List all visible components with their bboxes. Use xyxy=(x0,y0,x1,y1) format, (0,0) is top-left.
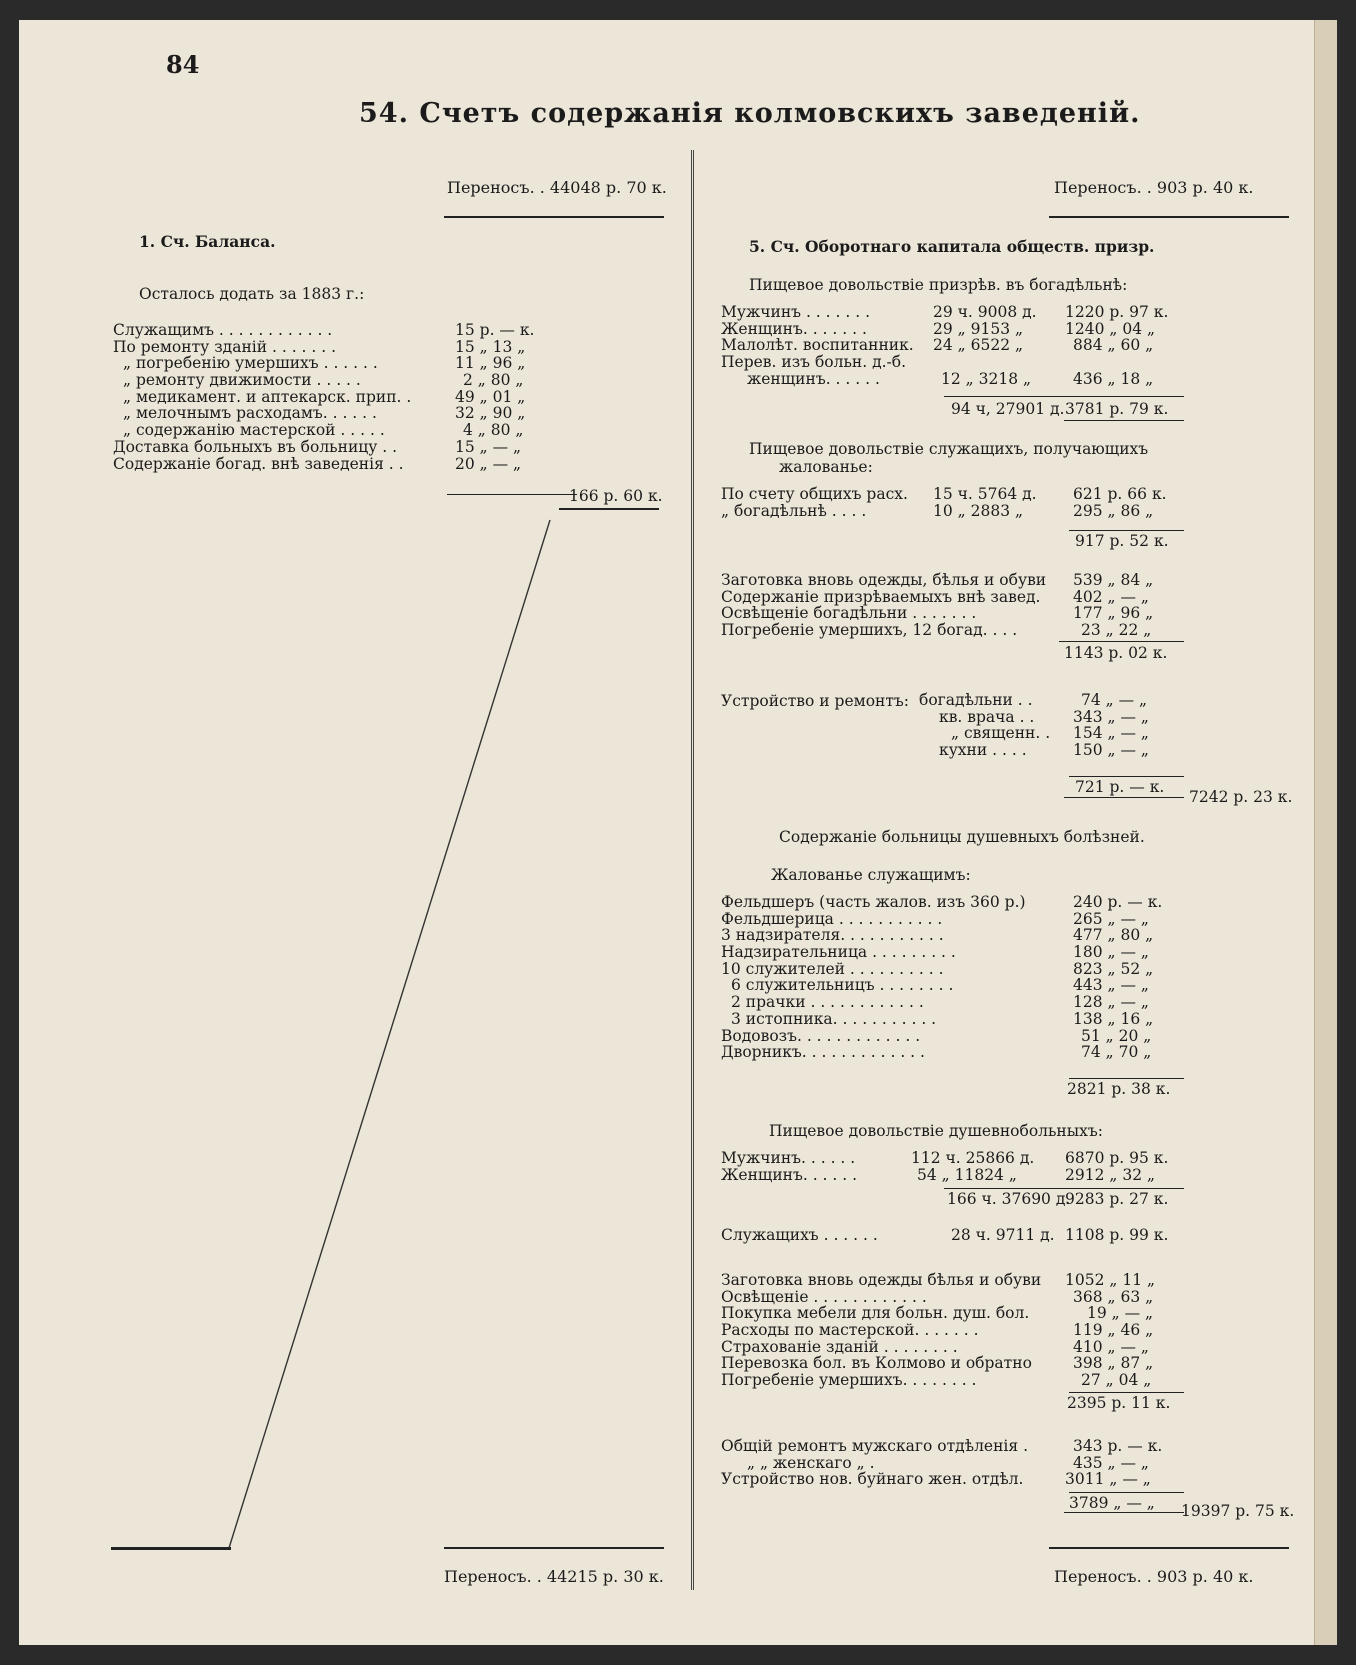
row-amount: 180 „ — „ xyxy=(1073,943,1149,962)
row-amount: 410 „ — „ xyxy=(1073,1337,1149,1356)
repair-row xyxy=(919,692,1199,709)
item-amount: 4 „ 80 „ xyxy=(463,421,524,440)
row-label: Освѣщеніе . . . . . . . . . . . . xyxy=(721,1287,927,1306)
row-amount: 1108 р. 99 к. xyxy=(1065,1226,1169,1244)
right-carry-top: Переносъ. . 903 р. 40 к. xyxy=(1054,178,1254,197)
row-label: Перев. изъ больн. д.-б. xyxy=(721,353,907,372)
row-label: Расходы по мастерской. . . . . . . xyxy=(721,1321,979,1340)
row-label: Содержаніе призрѣваемыхъ внѣ завед. xyxy=(721,587,1041,606)
food-header: Пищевое довольствіе призрѣв. въ богадѣльнѣ: xyxy=(749,276,1128,294)
salary-row xyxy=(721,911,1201,928)
hosp-misc-total: 2395 р. 11 к. xyxy=(1067,1394,1171,1412)
row-days: 112 ч. 25866 д. xyxy=(911,1149,1035,1167)
hosp-misc-rule xyxy=(1069,1392,1184,1393)
staff-food-header-2: жалованье: xyxy=(779,458,873,476)
right-section-title: 5. Сч. Оборотнаго капитала обществ. призр. xyxy=(749,237,1155,256)
row-amount: 436 „ 18 „ xyxy=(1073,369,1154,388)
general-row xyxy=(721,1438,1201,1455)
staff-food-header-1: Пищевое довольствіе служащихъ, получающихъ xyxy=(749,440,1149,458)
left-subtitle: Осталось додать за 1883 г.: xyxy=(139,285,365,303)
row-label: Фельдшеръ (часть жалов. изъ 360 р.) xyxy=(721,893,1026,911)
food-total-days: 94 ч, 27901 д. xyxy=(951,400,1065,418)
row-amount: 177 „ 96 „ xyxy=(1073,604,1154,623)
row-amount: 823 „ 52 „ xyxy=(1073,959,1154,978)
item-label: Служащимъ . . . . . . . . . . . . xyxy=(113,321,333,339)
item-amount: 49 „ 01 „ xyxy=(455,387,526,406)
item-amount: 15 „ — „ xyxy=(455,437,522,456)
row-label: Покупка мебели для больн. душ. бол. xyxy=(721,1304,1030,1323)
patient-food-total-amount: 9283 р. 27 к. xyxy=(1065,1190,1169,1208)
food-table xyxy=(721,304,1201,387)
row-label: женщинъ. . . . . . xyxy=(747,369,880,388)
staff-food-table xyxy=(721,486,1201,519)
repair-row xyxy=(919,725,1199,742)
item-amount: 11 „ 96 „ xyxy=(455,354,526,373)
cancel-stroke xyxy=(19,20,719,1645)
item-label: „ медикамент. и аптекарск. прип. . xyxy=(123,387,412,406)
salary-rule xyxy=(1069,1078,1184,1079)
ledger-page xyxy=(19,20,1337,1645)
salary-row xyxy=(721,1044,1201,1061)
patient-food-total-days: 166 ч. 37690 д. xyxy=(947,1190,1071,1208)
right-carry-bottom: Переносъ. . 903 р. 40 к. xyxy=(1054,1567,1254,1586)
row-amount: 74 „ — „ xyxy=(1081,691,1148,709)
food-total-amount: 3781 р. 79 к. xyxy=(1065,400,1169,418)
row-label: кухни . . . . xyxy=(939,741,1027,760)
right-bottom-rule xyxy=(1049,1547,1289,1549)
general-rule xyxy=(1069,1492,1184,1493)
row-amount: 884 „ 60 „ xyxy=(1073,336,1154,355)
left-carry-bottom: Переносъ. . 44215 р. 30 к. xyxy=(444,1567,664,1586)
row-amount: 398 „ 87 „ xyxy=(1073,1354,1154,1373)
misc-row xyxy=(721,605,1201,622)
patient-food-header: Пищевое довольствіе душевнобольныхъ: xyxy=(769,1122,1103,1140)
row-label: Дворникъ. . . . . . . . . . . . . xyxy=(721,1043,925,1062)
subtotal-1: 7242 р. 23 к. xyxy=(1189,788,1293,806)
row-amount: 343 р. — к. xyxy=(1073,1437,1163,1455)
salary-row xyxy=(721,1028,1201,1045)
item-label: Содержаніе богад. внѣ заведенія . . xyxy=(113,454,404,473)
row-amount: 1220 р. 97 к. xyxy=(1065,303,1169,321)
hosp-misc-row xyxy=(721,1305,1201,1322)
row-amount: 119 „ 46 „ xyxy=(1073,1321,1154,1340)
row-days: 15 ч. 5764 д. xyxy=(933,485,1037,503)
misc-row xyxy=(721,589,1201,606)
salary-row xyxy=(721,994,1201,1011)
row-amount: 51 „ 20 „ xyxy=(1081,1026,1152,1045)
misc-row xyxy=(721,622,1201,639)
right-carry-rule xyxy=(1049,216,1289,218)
food-row xyxy=(721,371,1201,388)
row-amount: 368 „ 63 „ xyxy=(1073,1287,1154,1306)
salary-total: 2821 р. 38 к. xyxy=(1067,1080,1171,1098)
patient-food-table xyxy=(721,1150,1201,1183)
item-label: „ мелочнымъ расходамъ. . . . . . xyxy=(123,404,377,423)
subtotal-2: 19397 р. 75 к. xyxy=(1181,1502,1295,1520)
row-amount: 2912 „ 32 „ xyxy=(1065,1165,1156,1184)
general-row xyxy=(721,1455,1201,1472)
row-label: Общій ремонтъ мужскаго отдѣленія . xyxy=(721,1437,1029,1455)
row-label: Заготовка вновь одежды бѣлья и обуви xyxy=(721,1271,1042,1289)
staff-line xyxy=(721,1226,1201,1243)
hosp-misc-row xyxy=(721,1355,1201,1372)
row-label: Женщинъ. . . . . . . xyxy=(721,319,867,338)
repair-row xyxy=(919,742,1199,759)
row-label: Женщинъ. . . . . . xyxy=(721,1165,858,1184)
row-amount: 477 „ 80 „ xyxy=(1073,926,1154,945)
repair-rule xyxy=(1069,776,1184,777)
left-section-title: 1. Сч. Баланса. xyxy=(139,232,276,251)
row-amount: 240 р. — к. xyxy=(1073,893,1163,911)
staff-food-total: 917 р. 52 к. xyxy=(1075,532,1169,550)
row-label: „ „ женскаго „ . xyxy=(747,1453,875,1472)
left-bottom-rule xyxy=(444,1547,664,1549)
row-amount: 1052 „ 11 „ xyxy=(1065,1271,1156,1289)
row-amount: 265 „ — „ xyxy=(1073,909,1149,928)
repair-row xyxy=(919,709,1199,726)
row-amount: 128 „ — „ xyxy=(1073,993,1149,1012)
salary-row xyxy=(721,961,1201,978)
row-amount: 343 „ — „ xyxy=(1073,707,1149,726)
row-label: богадѣльни . . xyxy=(919,691,1033,709)
row-label: Устройство нов. буйнаго жен. отдѣл. xyxy=(721,1470,1024,1489)
staff-food-row xyxy=(721,486,1201,503)
patient-food-row xyxy=(721,1167,1201,1184)
row-amount: 154 „ — „ xyxy=(1073,724,1149,743)
row-days: 54 „ 11824 „ xyxy=(917,1165,1017,1184)
diagonal-line xyxy=(229,520,550,1548)
row-label: Перевозка бол. въ Колмово и обратно xyxy=(721,1354,1032,1373)
row-amount: 435 „ — „ xyxy=(1073,1453,1149,1472)
hosp-misc-row xyxy=(721,1339,1201,1356)
item-amount: 32 „ 90 „ xyxy=(455,404,526,423)
salary-row xyxy=(721,977,1201,994)
repair-label: Устройство и ремонтъ: xyxy=(721,692,910,710)
row-label: Мужчинъ . . . . . . . xyxy=(721,303,870,321)
row-label: Страхованіе зданій . . . . . . . . xyxy=(721,1337,958,1356)
staff-food-row xyxy=(721,503,1201,520)
salary-table xyxy=(721,894,1201,1061)
row-label: Заготовка вновь одежды, бѣлья и обуви xyxy=(721,571,1047,589)
patient-food-row xyxy=(721,1150,1201,1167)
general-row xyxy=(721,1471,1201,1488)
row-amount: 138 „ 16 „ xyxy=(1073,1009,1154,1028)
row-label: Освѣщеніе богадѣльни . . . . . . . xyxy=(721,604,977,623)
page-edge xyxy=(1314,20,1337,1645)
row-days: 24 „ 6522 „ xyxy=(933,336,1024,355)
row-label: кв. врача . . xyxy=(939,707,1035,726)
row-label: 6 служительницъ . . . . . . . . xyxy=(731,976,954,995)
salary-row xyxy=(721,894,1201,911)
food-row xyxy=(721,354,1201,371)
food-row xyxy=(721,304,1201,321)
general-total: 3789 „ — „ xyxy=(1069,1494,1155,1512)
hosp-misc-row xyxy=(721,1289,1201,1306)
left-total: 166 р. 60 к. xyxy=(569,487,663,505)
row-amount: 402 „ — „ xyxy=(1073,587,1149,606)
misc-total: 1143 р. 02 к. xyxy=(1064,644,1168,662)
row-amount: 19 „ — „ xyxy=(1087,1304,1154,1323)
item-amount: 15 р. — к. xyxy=(455,321,535,339)
salary-row xyxy=(721,944,1201,961)
row-amount: 74 „ 70 „ xyxy=(1081,1043,1152,1062)
salary-row xyxy=(721,1011,1201,1028)
row-days: 28 ч. 9711 д. xyxy=(951,1226,1055,1244)
patient-food-rule xyxy=(944,1188,1184,1189)
item-label: „ содержанію мастерской . . . . . xyxy=(123,421,385,440)
food-row xyxy=(721,321,1201,338)
item-amount: 20 „ — „ xyxy=(455,454,522,473)
food-sum-rule xyxy=(944,396,1184,397)
row-amount: 27 „ 04 „ xyxy=(1081,1371,1152,1390)
repair-total: 721 р. — к. xyxy=(1075,778,1165,796)
row-amount: 150 „ — „ xyxy=(1073,741,1149,760)
food-total-rule xyxy=(1064,420,1184,421)
row-label: Погребеніе умершихъ, 12 богад. . . . xyxy=(721,621,1018,640)
row-label: Фельдшерица . . . . . . . . . . . xyxy=(721,909,943,928)
row-amount: 6870 р. 95 к. xyxy=(1065,1149,1169,1167)
row-amount: 3011 „ — „ xyxy=(1065,1470,1151,1489)
row-amount: 1240 „ 04 „ xyxy=(1065,319,1156,338)
misc-row xyxy=(721,572,1201,589)
salary-header: Жалованье служащимъ: xyxy=(771,866,971,884)
food-row xyxy=(721,337,1201,354)
row-days: 12 „ 3218 „ xyxy=(941,369,1032,388)
row-label: Малолѣт. воспитанник. xyxy=(721,336,914,355)
row-label: Погребеніе умершихъ. . . . . . . . xyxy=(721,1371,977,1390)
row-amount: 443 „ — „ xyxy=(1073,976,1149,995)
row-label: „ священн. . xyxy=(951,724,1051,743)
repair-total-rule xyxy=(1064,797,1184,798)
page-title: 54. Счетъ содержанія колмовскихъ заведеній. xyxy=(359,98,1141,129)
row-label: Водовозъ. . . . . . . . . . . . . xyxy=(721,1026,921,1045)
staff-food-rule xyxy=(1069,530,1184,531)
row-label: 10 служителей . . . . . . . . . . xyxy=(721,959,944,978)
row-label: Мужчинъ. . . . . . xyxy=(721,1149,856,1167)
page-number: 84 xyxy=(166,50,200,79)
row-label: 3 истопника. . . . . . . . . . . xyxy=(731,1009,937,1028)
row-label: „ богадѣльнѣ . . . . xyxy=(721,501,867,520)
salary-row xyxy=(721,927,1201,944)
row-amount: 621 р. 66 к. xyxy=(1073,485,1167,503)
left-end-rule xyxy=(111,1547,231,1550)
item-label: По ремонту зданій . . . . . . . xyxy=(113,337,337,356)
row-days: 10 „ 2883 „ xyxy=(933,501,1024,520)
hosp-misc-row xyxy=(721,1322,1201,1339)
hosp-misc-row xyxy=(721,1372,1201,1389)
general-table xyxy=(721,1438,1201,1488)
row-label: 3 надзирателя. . . . . . . . . . . xyxy=(721,926,944,945)
hospital-header: Содержаніе больницы душевныхъ болѣзней. xyxy=(779,828,1145,846)
item-label: „ погребенію умершихъ . . . . . . xyxy=(123,354,378,373)
item-label: Доставка больныхъ въ больницу . . xyxy=(113,437,398,456)
row-label: Служащихъ . . . . . . xyxy=(721,1226,878,1244)
hosp-misc-row xyxy=(721,1272,1201,1289)
general-total-rule xyxy=(1064,1512,1184,1513)
left-carry-top: Переносъ. . 44048 р. 70 к. xyxy=(447,178,667,197)
row-amount: 539 „ 84 „ xyxy=(1073,571,1154,589)
repair-table xyxy=(919,692,1199,759)
item-label: „ ремонту движимости . . . . . xyxy=(123,371,361,390)
misc-table xyxy=(721,572,1201,639)
row-days: 29 ч. 9008 д. xyxy=(933,303,1037,321)
row-amount: 23 „ 22 „ xyxy=(1081,621,1152,640)
item-amount: 2 „ 80 „ xyxy=(463,371,524,390)
hosp-misc-table xyxy=(721,1272,1201,1389)
row-label: Надзирательница . . . . . . . . . xyxy=(721,943,956,962)
row-days: 29 „ 9153 „ xyxy=(933,319,1024,338)
row-label: 2 прачки . . . . . . . . . . . . xyxy=(731,993,924,1012)
item-amount: 15 „ 13 „ xyxy=(455,337,526,356)
row-label: По счету общихъ расх. xyxy=(721,485,908,503)
row-amount: 295 „ 86 „ xyxy=(1073,501,1154,520)
misc-rule xyxy=(1059,641,1184,642)
